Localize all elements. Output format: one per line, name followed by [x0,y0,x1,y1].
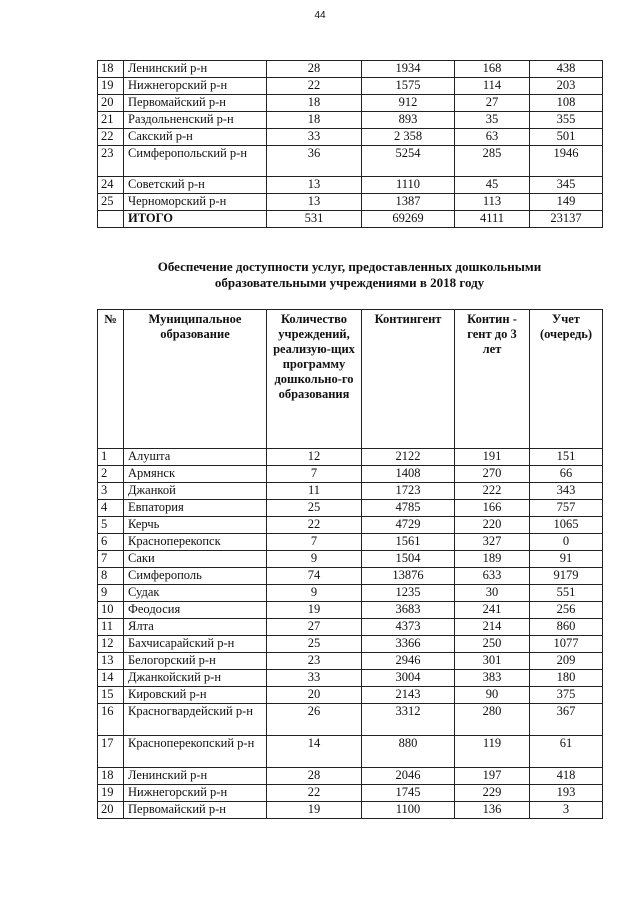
row-value-2: 4785 [362,500,455,517]
row-value-2: 13876 [362,568,455,585]
main-table-header-row [98,310,603,449]
row-value-3: 633 [455,568,530,585]
row-name: Симферопольский р-н [124,146,267,177]
row-value-4: 1946 [530,146,603,177]
row-name: Черноморский р-н [124,194,267,211]
row-value-2: 2946 [362,653,455,670]
table-row [98,653,603,670]
row-value-4: 345 [530,177,603,194]
row-number: 9 [98,585,124,602]
row-value-1: 36 [267,146,362,177]
section-title [97,259,602,291]
table-row [98,785,603,802]
row-value-1: 18 [267,95,362,112]
row-number: 8 [98,568,124,585]
row-number: 4 [98,500,124,517]
table-row [98,636,603,653]
row-value-4: 375 [530,687,603,704]
row-value-4: 1065 [530,517,603,534]
row-value-4: 193 [530,785,603,802]
row-number: 18 [98,61,124,78]
table-row [98,466,603,483]
row-name: Саки [124,551,267,568]
row-value-1: 74 [267,568,362,585]
row-name: Керчь [124,517,267,534]
header-under3: Контин - гент до 3 лет [455,310,530,449]
row-value-4: 343 [530,483,603,500]
row-value-2: 2046 [362,768,455,785]
table-row [98,619,603,636]
row-value-2: 912 [362,95,455,112]
row-value-1: 12 [267,449,362,466]
row-value-1: 28 [267,61,362,78]
row-value-3: 214 [455,619,530,636]
row-value-3: 45 [455,177,530,194]
row-name: Феодосия [124,602,267,619]
row-value-2: 3312 [362,704,455,736]
row-number: 22 [98,129,124,146]
page-number: 44 [314,10,326,21]
row-number: 12 [98,636,124,653]
row-number: 25 [98,194,124,211]
table-row [98,483,603,500]
row-value-1: 11 [267,483,362,500]
row-number: 11 [98,619,124,636]
row-value-3: 222 [455,483,530,500]
row-value-1: 22 [267,785,362,802]
row-number: 20 [98,95,124,112]
total-label: ИТОГО [124,211,267,228]
main-table-body [98,449,603,819]
row-value-3: 220 [455,517,530,534]
total-empty-cell [98,211,124,228]
table-row [98,449,603,466]
table-row [98,78,603,95]
total-value-2: 69269 [362,211,455,228]
row-value-1: 13 [267,194,362,211]
row-number: 20 [98,802,124,819]
row-value-3: 285 [455,146,530,177]
header-count: Количество учреждений, реализую-щих программу дошкольно-го образования [267,310,362,449]
row-number: 21 [98,112,124,129]
row-number: 1 [98,449,124,466]
row-value-4: 91 [530,551,603,568]
total-value-3: 4111 [455,211,530,228]
table-row [98,568,603,585]
row-value-3: 250 [455,636,530,653]
row-name: Симферополь [124,568,267,585]
row-number: 16 [98,704,124,736]
row-name: Белогорский р-н [124,653,267,670]
row-value-1: 20 [267,687,362,704]
row-value-3: 90 [455,687,530,704]
header-num: № [98,310,124,449]
row-value-2: 1575 [362,78,455,95]
row-value-4: 9179 [530,568,603,585]
row-value-3: 301 [455,653,530,670]
row-name: Ленинский р-н [124,61,267,78]
table-row [98,146,603,177]
row-value-1: 9 [267,585,362,602]
row-number: 15 [98,687,124,704]
section-title-line2: образовательными учреждениями в 2018 году [214,275,485,290]
table-row [98,802,603,819]
row-value-1: 13 [267,177,362,194]
table-row [98,177,603,194]
row-value-2: 1387 [362,194,455,211]
row-name: Красноперекопский р-н [124,736,267,768]
total-value-4: 23137 [530,211,603,228]
row-value-2: 1723 [362,483,455,500]
row-number: 24 [98,177,124,194]
row-value-1: 19 [267,802,362,819]
row-value-2: 1934 [362,61,455,78]
row-value-2: 1745 [362,785,455,802]
row-value-1: 9 [267,551,362,568]
row-value-3: 168 [455,61,530,78]
row-value-1: 25 [267,500,362,517]
row-value-3: 280 [455,704,530,736]
row-number: 17 [98,736,124,768]
row-number: 13 [98,653,124,670]
row-value-4: 418 [530,768,603,785]
row-name: Сакский р-н [124,129,267,146]
row-name: Красноперекопск [124,534,267,551]
row-number: 14 [98,670,124,687]
table-row [98,736,603,768]
row-value-2: 1100 [362,802,455,819]
table-row [98,517,603,534]
row-number: 19 [98,785,124,802]
row-number: 18 [98,768,124,785]
row-value-3: 327 [455,534,530,551]
header-name: Муниципальное образование [124,310,267,449]
row-value-3: 229 [455,785,530,802]
row-value-2: 893 [362,112,455,129]
row-value-2: 1504 [362,551,455,568]
row-value-2: 4729 [362,517,455,534]
table-row [98,551,603,568]
row-value-3: 30 [455,585,530,602]
row-value-3: 35 [455,112,530,129]
row-value-4: 108 [530,95,603,112]
row-value-4: 61 [530,736,603,768]
row-value-4: 256 [530,602,603,619]
row-value-4: 860 [530,619,603,636]
total-value-1: 531 [267,211,362,228]
row-value-3: 383 [455,670,530,687]
top-table-body [98,61,603,228]
row-value-3: 119 [455,736,530,768]
row-name: Нижнегорский р-н [124,785,267,802]
row-value-4: 1077 [530,636,603,653]
row-value-4: 3 [530,802,603,819]
row-value-3: 241 [455,602,530,619]
row-name: Бахчисарайский р-н [124,636,267,653]
table-row [98,534,603,551]
row-value-3: 113 [455,194,530,211]
table-row [98,704,603,736]
row-number: 19 [98,78,124,95]
row-value-2: 1235 [362,585,455,602]
row-number: 23 [98,146,124,177]
row-name: Ялта [124,619,267,636]
table-row [98,61,603,78]
row-name: Джанкой [124,483,267,500]
row-value-1: 33 [267,129,362,146]
header-queue: Учет (очередь) [530,310,603,449]
row-value-4: 0 [530,534,603,551]
row-value-2: 2143 [362,687,455,704]
row-value-3: 270 [455,466,530,483]
row-value-3: 197 [455,768,530,785]
row-value-3: 136 [455,802,530,819]
main-table [97,309,603,819]
row-value-3: 114 [455,78,530,95]
row-name: Кировский р-н [124,687,267,704]
row-value-2: 2 358 [362,129,455,146]
row-name: Красногвардейский р-н [124,704,267,736]
table-row [98,112,603,129]
row-value-2: 5254 [362,146,455,177]
row-value-4: 355 [530,112,603,129]
table-row [98,768,603,785]
row-value-4: 180 [530,670,603,687]
row-number: 7 [98,551,124,568]
row-name: Первомайский р-н [124,802,267,819]
row-value-2: 3683 [362,602,455,619]
table-row [98,585,603,602]
row-value-1: 7 [267,466,362,483]
row-value-1: 7 [267,534,362,551]
row-name: Судак [124,585,267,602]
row-name: Армянск [124,466,267,483]
row-value-1: 22 [267,78,362,95]
top-table [97,60,603,228]
row-number: 6 [98,534,124,551]
row-name: Советский р-н [124,177,267,194]
row-number: 2 [98,466,124,483]
row-value-1: 27 [267,619,362,636]
row-name: Джанкойский р-н [124,670,267,687]
row-value-3: 27 [455,95,530,112]
row-name: Алушта [124,449,267,466]
row-value-2: 880 [362,736,455,768]
row-name: Ленинский р-н [124,768,267,785]
table-row [98,670,603,687]
row-value-1: 19 [267,602,362,619]
row-number: 3 [98,483,124,500]
row-value-4: 209 [530,653,603,670]
section-title-line1: Обеспечение доступности услуг, предоставленных дошкольными [157,259,542,274]
row-value-4: 203 [530,78,603,95]
table-row [98,687,603,704]
row-value-2: 3366 [362,636,455,653]
table-row [98,95,603,112]
row-value-4: 151 [530,449,603,466]
row-value-3: 191 [455,449,530,466]
table-row [98,129,603,146]
row-value-1: 26 [267,704,362,736]
table-row [98,194,603,211]
row-name: Евпатория [124,500,267,517]
row-value-1: 25 [267,636,362,653]
table-row [98,602,603,619]
row-value-1: 14 [267,736,362,768]
row-value-1: 33 [267,670,362,687]
row-value-2: 1561 [362,534,455,551]
row-value-4: 438 [530,61,603,78]
row-value-3: 189 [455,551,530,568]
table-row [98,500,603,517]
row-value-4: 149 [530,194,603,211]
row-name: Нижнегорский р-н [124,78,267,95]
row-value-4: 501 [530,129,603,146]
row-value-3: 166 [455,500,530,517]
row-value-4: 367 [530,704,603,736]
row-number: 10 [98,602,124,619]
row-value-4: 757 [530,500,603,517]
row-value-3: 63 [455,129,530,146]
row-value-2: 2122 [362,449,455,466]
header-contingent: Контингент [362,310,455,449]
total-row [98,211,603,228]
row-value-2: 1408 [362,466,455,483]
row-value-1: 23 [267,653,362,670]
row-value-2: 4373 [362,619,455,636]
row-value-4: 551 [530,585,603,602]
row-value-1: 18 [267,112,362,129]
row-name: Первомайский р-н [124,95,267,112]
row-value-4: 66 [530,466,603,483]
row-value-1: 22 [267,517,362,534]
row-value-2: 1110 [362,177,455,194]
row-value-2: 3004 [362,670,455,687]
row-value-1: 28 [267,768,362,785]
row-name: Раздольненский р-н [124,112,267,129]
row-number: 5 [98,517,124,534]
